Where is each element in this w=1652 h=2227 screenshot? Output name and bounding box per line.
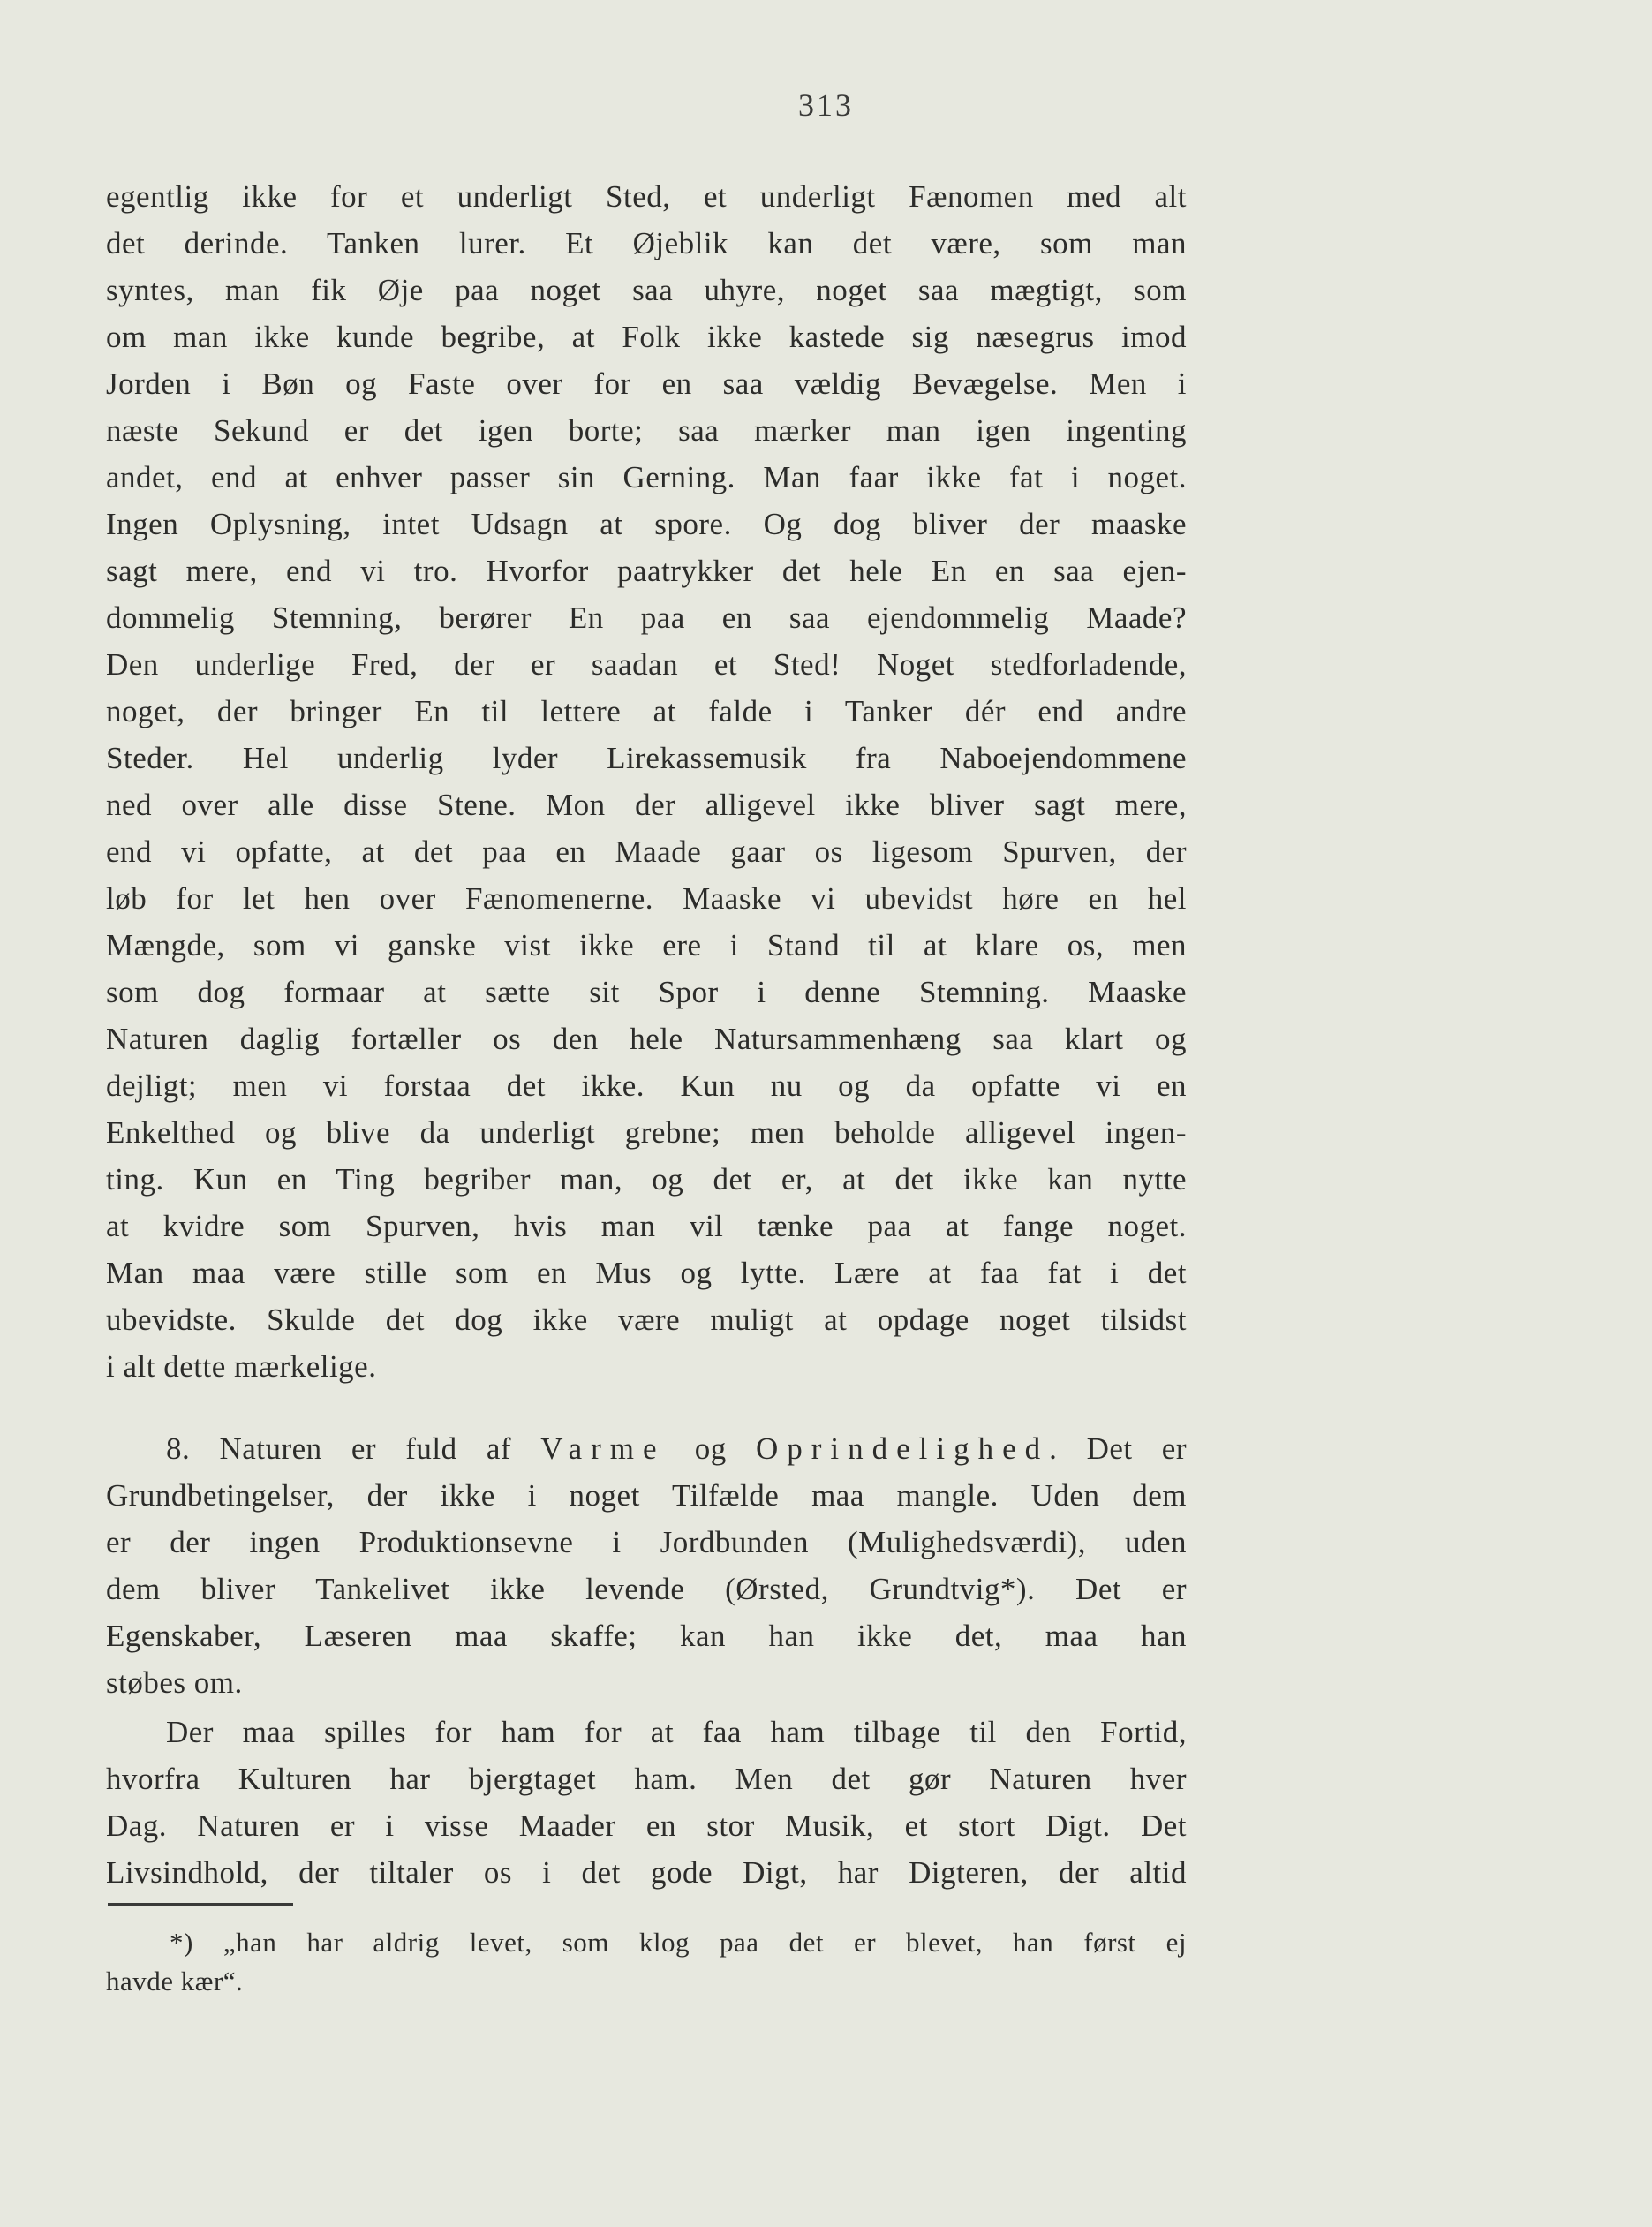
footnote-rule xyxy=(108,1903,293,1906)
paragraph-3 xyxy=(106,1709,1187,1896)
text-line: Der maa spilles for ham for at faa ham tilbage til den Fortid, xyxy=(166,1715,1187,1749)
text-line: Ingen Oplysning, intet Udsagn at spore. Og dog bliver der maaske xyxy=(106,507,1187,541)
footnote-line: *) „han har aldrig levet, som klog paa det er blevet, han først ej xyxy=(170,1927,1187,1958)
text-line: hvorfra Kulturen har bjergtaget ham. Men det gør Naturen hver xyxy=(106,1762,1187,1796)
text-line: noget, der bringer En til lettere at falde i Tanker dér end andre xyxy=(106,694,1187,728)
text-run: . Det er xyxy=(1049,1431,1188,1466)
text-line: Enkelthed og blive da underligt grebne; men beholde alligevel ingen- xyxy=(106,1115,1187,1150)
page-number: 313 xyxy=(798,87,854,123)
text-line: Steder. Hel underlig lyder Lirekassemusik fra Naboejendommene xyxy=(106,741,1187,775)
text-line: end vi opfatte, at det paa en Maade gaar os ligesom Spurven, der xyxy=(106,834,1187,869)
text-line: løb for let hen over Fænomenerne. Maaske vi ubevidst høre en hel xyxy=(106,881,1187,916)
text-line: Naturen daglig fortæller os den hele Natursammenhæng saa klart og xyxy=(106,1022,1187,1056)
text-line: Jorden i Bøn og Faste over for en saa vældig Bevægelse. Men i xyxy=(106,366,1187,401)
text-line: næste Sekund er det igen borte; saa mærker man igen ingenting xyxy=(106,413,1187,448)
spaced-emphasis-oprindelighed: Oprindelighed xyxy=(755,1431,1050,1466)
text-line: ting. Kun en Ting begriber man, og det er, at det ikke kan nytte xyxy=(106,1162,1187,1197)
text-line: Dag. Naturen er i visse Maader en stor Musik, et stort Digt. Det xyxy=(106,1808,1187,1843)
text-line: Egenskaber, Læseren maa skaffe; kan han ikke det, maa han xyxy=(106,1619,1187,1653)
text-line: andet, end at enhver passer sin Gerning. Man faar ikke fat i noget. xyxy=(106,460,1187,494)
footnote-line: havde kær“. xyxy=(106,1966,244,1997)
paragraph-2-rest xyxy=(106,1472,1187,1706)
text-line: om man ikke kunde begribe, at Folk ikke kastede sig næsegrus imod xyxy=(106,320,1187,354)
text-line: Den underlige Fred, der er saadan et Sted! Noget stedforladende, xyxy=(106,647,1187,682)
spaced-emphasis-varme: Varme xyxy=(540,1431,666,1466)
text-line: i alt dette mærkelige. xyxy=(106,1349,377,1384)
text-run: 8. Naturen er fuld af xyxy=(166,1431,541,1466)
paragraph-2-line-1 xyxy=(106,1425,1187,1472)
text-line: er der ingen Produktionsevne i Jordbunden (Mulighedsværdi), uden xyxy=(106,1525,1187,1559)
text-line: Mængde, som vi ganske vist ikke ere i Stand til at klare os, men xyxy=(106,928,1187,963)
text-line: Livsindhold, der tiltaler os i det gode Digt, har Digteren, der altid xyxy=(106,1855,1187,1890)
paragraph-2 xyxy=(106,1425,1187,1706)
text-run: og xyxy=(665,1431,756,1466)
text-line: syntes, man fik Øje paa noget saa uhyre, noget saa mægtigt, som xyxy=(106,273,1187,307)
text-line: Grundbetingelser, der ikke i noget Tilfælde maa mangle. Uden dem xyxy=(106,1478,1187,1513)
text-line: ubevidste. Skulde det dog ikke være muligt at opdage noget tilsidst xyxy=(106,1302,1187,1337)
footnote xyxy=(106,1923,1187,2001)
text-line: egentlig ikke for et underligt Sted, et underligt Fænomen med alt xyxy=(106,179,1187,214)
paragraph-1 xyxy=(106,173,1187,1390)
text-line: ned over alle disse Stene. Mon der alligevel ikke bliver sagt mere, xyxy=(106,788,1187,822)
text-line: som dog formaar at sætte sit Spor i denne Stemning. Maaske xyxy=(106,975,1187,1009)
text-line: støbes om. xyxy=(106,1665,243,1700)
text-line: dommelig Stemning, berører En paa en saa ejendommelig Maade? xyxy=(106,600,1187,635)
text-line: dejligt; men vi forstaa det ikke. Kun nu og da opfatte vi en xyxy=(106,1068,1187,1103)
text-line: det derinde. Tanken lurer. Et Øjeblik kan det være, som man xyxy=(106,226,1187,260)
text-line: Man maa være stille som en Mus og lytte. Lære at faa fat i det xyxy=(106,1256,1187,1290)
text-line: sagt mere, end vi tro. Hvorfor paatrykker det hele En en saa ejen- xyxy=(106,554,1187,588)
text-line: dem bliver Tankelivet ikke levende (Ørsted, Grundtvig*). Det er xyxy=(106,1572,1187,1606)
text-line: at kvidre som Spurven, hvis man vil tænke paa at fange noget. xyxy=(106,1209,1187,1243)
